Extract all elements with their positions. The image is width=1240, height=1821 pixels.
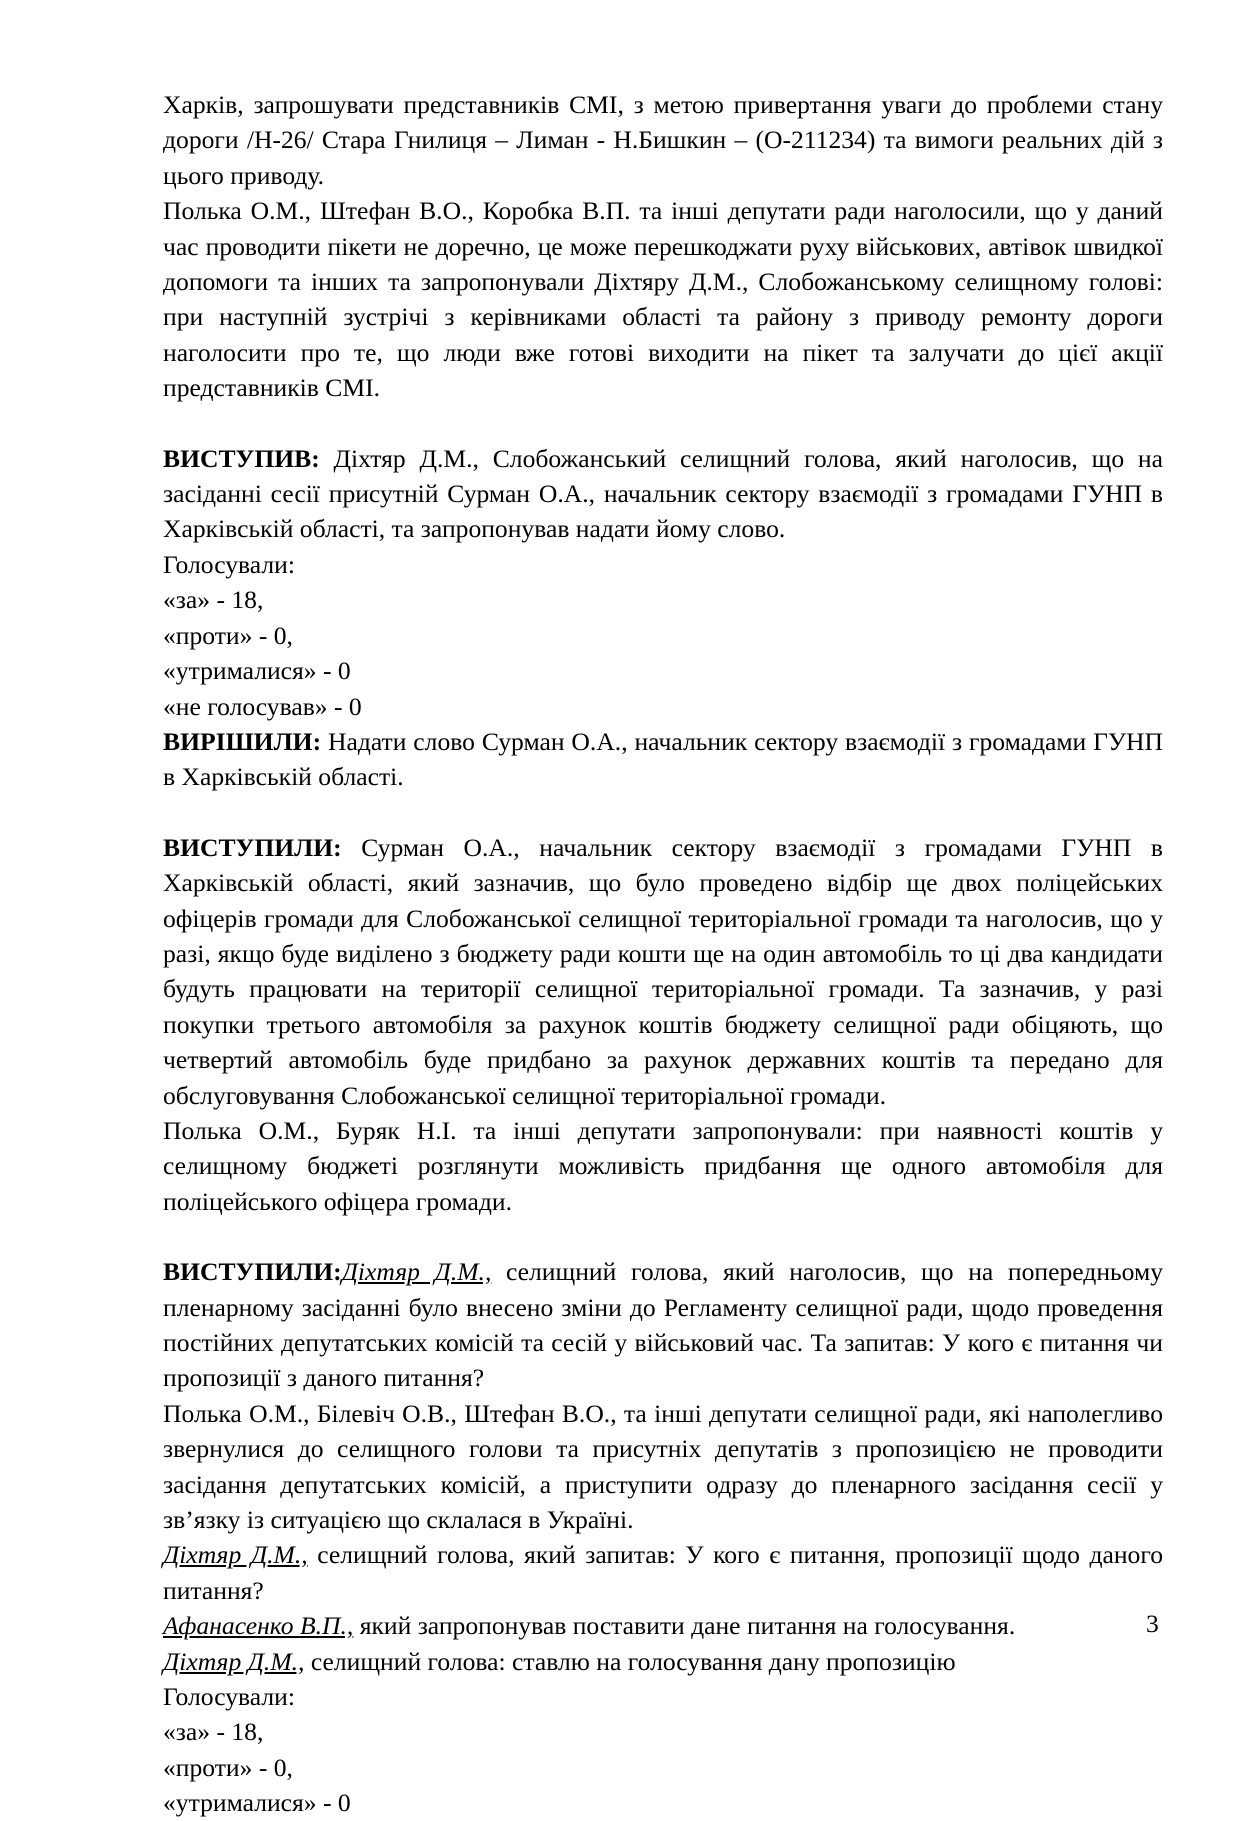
vote-title: Голосували: [163, 549, 295, 579]
section-label: ВИСТУПИЛИ: [163, 1257, 342, 1287]
paragraph-deputies-appeal: Полька О.М., Білевіч О.В., Штефан В.О., та інші депутати селищної ради, які наполегливо звернулися до селищного голови та присутніх депутатів з пропозицією не проводити засідання депутатських комісій, а приступити одразу до пленарного засідання сесії у зв’язку із ситуацією що склалася в Україні. [163, 1398, 1163, 1535]
vote-abstained: «утрималися» - 0 [163, 1788, 351, 1818]
section-label: ВИРІШИЛИ: [163, 726, 322, 756]
paragraph-dikhtiar-vote [163, 1644, 1163, 1679]
speaker-name: Діхтяр Д.М., [163, 1646, 305, 1676]
paragraph-deputies-objection: Полька О.М., Штефан В.О., Коробка В.П. та інші депутати ради наголосили, що у даний час проводити пікети не доречно, це може перешкоджати руху військових, автівок швидкої допомоги та інших та запропонували Діхтяру Д.М., Слобожанському селищному голові: при наступній зустрічі з керівниками області та району з приводу ремонту дороги наголосити про те, що люди вже готові виходити на пікет та залучати до цієї акції представників СМІ. [163, 196, 1163, 403]
vote-abstained: «утрималися» - 0 [163, 656, 351, 686]
speaker-name: Діхтяр Д.М., [163, 1540, 308, 1570]
paragraph-text: Надати слово Сурман О.А., начальник сектору взаємодії з громадами ГУНП в Харківській області. [163, 726, 1163, 792]
paragraph-speaker-dikhtiar-regulations [163, 1254, 1163, 1396]
vote-against: «проти» - 0, [163, 1752, 293, 1782]
vote-against: «проти» - 0, [163, 620, 293, 650]
vote-block-1 [163, 547, 1163, 724]
paragraph-speaker-surman [163, 830, 1163, 1113]
paragraph-text: селищний голова, який запитав: У кого є питання, пропозиції щодо даного питання? [163, 1540, 1163, 1605]
paragraph-afanasenko [163, 1608, 1163, 1643]
page-number: 3 [1146, 1609, 1159, 1638]
vote-for: «за» - 18, [163, 585, 264, 615]
document-body [163, 87, 1163, 1821]
paragraph-text: Діхтяр Д.М., Слобожанський селищний голова, який наголосив, що на засіданні сесії присутній Сурман О.А., начальник сектору взаємодії з громадами ГУНП в Харківській області, та запропонував надати йому слово. [163, 443, 1163, 544]
speaker-name: Діхтяр Д.М., [341, 1257, 492, 1287]
paragraph-text: який запропонував поставити дане питання на голосування. [353, 1611, 1016, 1641]
paragraph-decision [163, 724, 1163, 795]
paragraph-text: селищний голова: ставлю на голосування дану пропозицію [304, 1646, 956, 1676]
paragraph-pickets-intro: Харків, запрошувати представників СМІ, з метою привертання уваги до проблеми стану дороги /Н-26/ Стара Гнилиця – Лиман - Н.Бишкин – (О-211234) та вимоги реальних дій з цього приводу. [163, 90, 1163, 190]
paragraph-speaker-dikhtiar [163, 441, 1163, 547]
section-label: ВИСТУПИВ: [163, 443, 320, 473]
paragraph-deputies-proposal: Полька О.М., Буряк Н.І. та інші депутати запропонували: при наявності коштів у селищному бюджеті розглянути можливість придбання ще одного автомобіля для поліцейського офіцера громади. [163, 1115, 1163, 1216]
paragraph-text: селищний голова, який наголосив, що на попередньому пленарному засіданні було внесено зміни до Регламенту селищної ради, щодо проведення постійних депутатських комісій та сесій у військовий час. Та запитав: У кого є питання чи пропозиції з даного питання? [163, 1257, 1163, 1393]
speaker-name: Афанасенко В.П., [163, 1611, 354, 1641]
vote-block-2 [163, 1679, 1163, 1821]
paragraph-dikhtiar-question [163, 1537, 1163, 1608]
paragraph-text: Сурман О.А., начальник сектору взаємодії з громадами ГУНП в Харківській області, який зазначив, що було проведено відбір ще двох поліцейських офіцерів громади для Слобожанської селищної територіальної громади та наголосив, що у разі, якщо буде виділено з бюджету ради кошти ще на один автомобіль то ці два кандидати будуть працювати на території селищної територіальної громади. Та зазначив, у разі покупки третього автомобіля за рахунок коштів бюджету селищної ради обіцяють, що четвертий автомобіль буде придбано за рахунок державних коштів та передано для обслуговування Слобожанської селищної територіальної громади. [163, 832, 1163, 1110]
vote-for: «за» - 18, [163, 1717, 264, 1747]
vote-not-voted: «не голосував» - 0 [163, 691, 362, 721]
section-label: ВИСТУПИЛИ: [163, 832, 342, 862]
vote-title: Голосували: [163, 1682, 295, 1712]
